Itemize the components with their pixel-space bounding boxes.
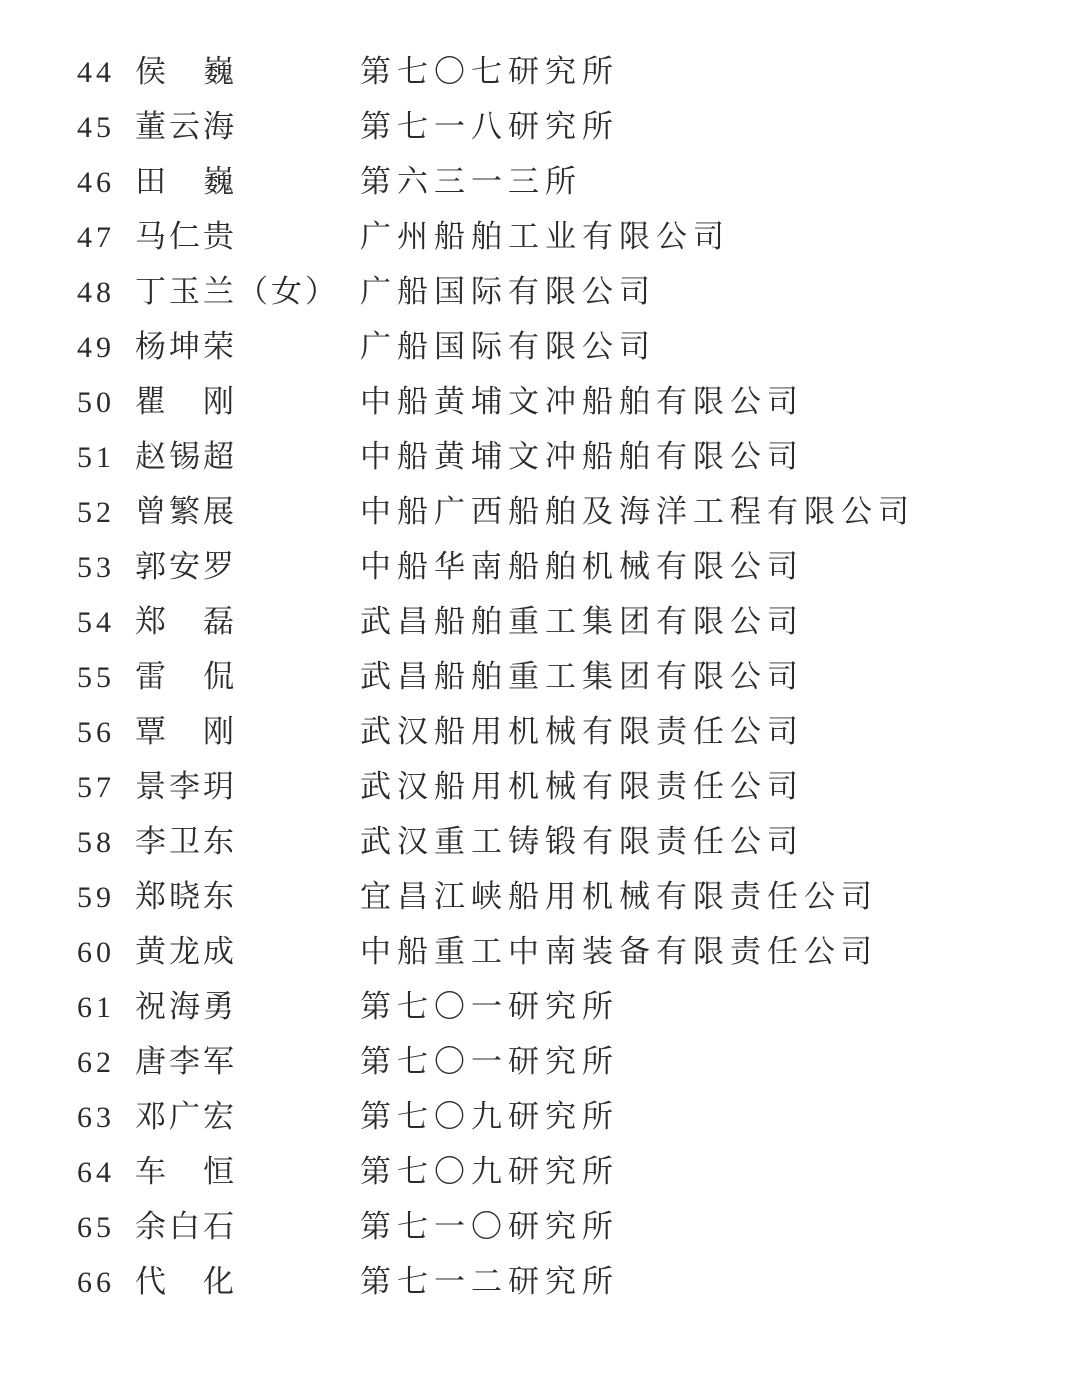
list-item — [77, 761, 1040, 804]
entry-number: 53 — [77, 551, 115, 584]
organization-name: 第七一〇研究所 — [360, 1209, 619, 1244]
list-item — [77, 266, 1040, 309]
list-item — [77, 321, 1040, 364]
entry-number: 66 — [77, 1266, 115, 1299]
entry-number: 58 — [77, 826, 115, 859]
entry-number: 63 — [77, 1101, 115, 1134]
person-name: 邓广宏 — [135, 1099, 237, 1134]
person-name: 祝海勇 — [135, 989, 237, 1024]
entry-number: 44 — [77, 56, 115, 89]
organization-name: 广州船舶工业有限公司 — [360, 219, 730, 254]
entry-number: 50 — [77, 386, 115, 419]
person-name: 代 化 — [135, 1264, 237, 1299]
entry-number: 48 — [77, 276, 115, 309]
entry-number: 45 — [77, 111, 115, 144]
person-name: 黄龙成 — [135, 934, 237, 969]
organization-name: 第七一八研究所 — [360, 109, 619, 144]
organization-name: 第七〇九研究所 — [360, 1099, 619, 1134]
person-name: 赵锡超 — [135, 439, 237, 474]
list-item — [77, 1146, 1040, 1189]
organization-name: 第七〇一研究所 — [360, 1044, 619, 1079]
person-name: 马仁贵 — [135, 219, 237, 254]
organization-name: 宜昌江峡船用机械有限责任公司 — [360, 879, 878, 914]
person-name: 景李玥 — [135, 769, 237, 804]
entry-number: 62 — [77, 1046, 115, 1079]
entry-number: 56 — [77, 716, 115, 749]
organization-name: 第七〇七研究所 — [360, 54, 619, 89]
entry-number: 61 — [77, 991, 115, 1024]
person-name: 侯 巍 — [135, 54, 237, 89]
organization-name: 中船黄埔文冲船舶有限公司 — [360, 439, 804, 474]
list-item — [77, 926, 1040, 969]
organization-name: 中船黄埔文冲船舶有限公司 — [360, 384, 804, 419]
organization-name: 第七〇九研究所 — [360, 1154, 619, 1189]
list-item — [77, 101, 1040, 144]
organization-name: 武汉船用机械有限责任公司 — [360, 769, 804, 804]
list-item — [77, 1091, 1040, 1134]
list-item — [77, 1256, 1040, 1299]
list-item — [77, 596, 1040, 639]
entry-number: 59 — [77, 881, 115, 914]
organization-name: 中船广西船舶及海洋工程有限公司 — [360, 494, 915, 529]
organization-name: 中船重工中南装备有限责任公司 — [360, 934, 878, 969]
organization-name: 第六三一三所 — [360, 164, 582, 199]
person-name: 郑 磊 — [135, 604, 237, 639]
person-name: 瞿 刚 — [135, 384, 237, 419]
entry-number: 65 — [77, 1211, 115, 1244]
list-item — [77, 1201, 1040, 1244]
organization-name: 武汉重工铸锻有限责任公司 — [360, 824, 804, 859]
organization-name: 中船华南船舶机械有限公司 — [360, 549, 804, 584]
person-name: 唐李军 — [135, 1044, 237, 1079]
person-name: 杨坤荣 — [135, 329, 237, 364]
organization-name: 武汉船用机械有限责任公司 — [360, 714, 804, 749]
entry-number: 52 — [77, 496, 115, 529]
person-name: 董云海 — [135, 109, 237, 144]
entry-number: 60 — [77, 936, 115, 969]
person-name: 曾繁展 — [135, 494, 237, 529]
list-item — [77, 211, 1040, 254]
entry-number: 51 — [77, 441, 115, 474]
list-item — [77, 376, 1040, 419]
entry-number: 54 — [77, 606, 115, 639]
entry-number: 46 — [77, 166, 115, 199]
person-name: 郑晓东 — [135, 879, 237, 914]
organization-name: 第七〇一研究所 — [360, 989, 619, 1024]
person-name: 余白石 — [135, 1209, 237, 1244]
person-name: 车 恒 — [135, 1154, 237, 1189]
list-item — [77, 156, 1040, 199]
list-item — [77, 816, 1040, 859]
list-item — [77, 981, 1040, 1024]
list-item — [77, 541, 1040, 584]
list-item — [77, 486, 1040, 529]
person-name: 覃 刚 — [135, 714, 237, 749]
entry-number: 49 — [77, 331, 115, 364]
list-item — [77, 431, 1040, 474]
list-item — [77, 1036, 1040, 1079]
list-item — [77, 871, 1040, 914]
person-name: 田 巍 — [135, 164, 237, 199]
person-name: 李卫东 — [135, 824, 237, 859]
organization-name: 广船国际有限公司 — [360, 274, 656, 309]
person-name: 雷 侃 — [135, 659, 237, 694]
organization-name: 第七一二研究所 — [360, 1264, 619, 1299]
list-item — [77, 706, 1040, 749]
organization-name: 武昌船舶重工集团有限公司 — [360, 604, 804, 639]
entry-number: 47 — [77, 221, 115, 254]
person-name: 郭安罗 — [135, 549, 237, 584]
list-item — [77, 46, 1040, 89]
list-item — [77, 651, 1040, 694]
entry-number: 64 — [77, 1156, 115, 1189]
entry-number: 55 — [77, 661, 115, 694]
organization-name: 武昌船舶重工集团有限公司 — [360, 659, 804, 694]
organization-name: 广船国际有限公司 — [360, 329, 656, 364]
person-name: 丁玉兰（女） — [135, 274, 339, 309]
entry-number: 57 — [77, 771, 115, 804]
